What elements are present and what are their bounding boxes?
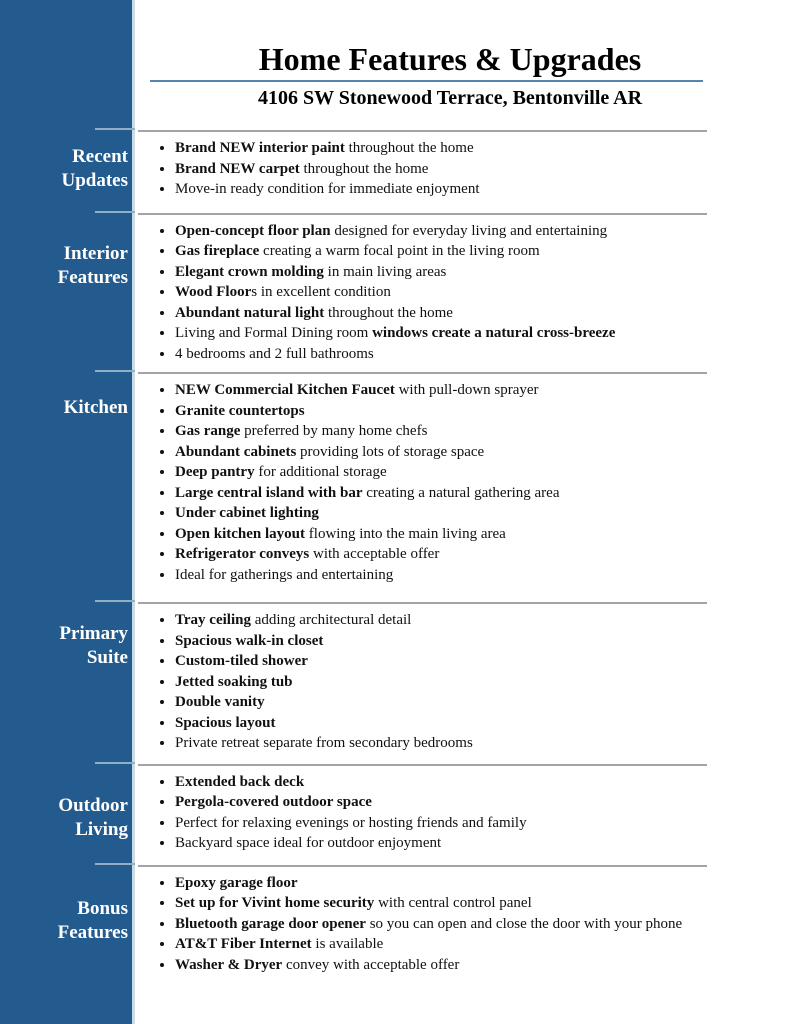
feature-item-bold-text: Spacious layout [175,714,276,731]
section-label-line: Recent [72,146,128,167]
feature-item [175,462,690,483]
section-label [0,370,128,420]
feature-item [175,442,690,463]
feature-item [175,524,690,545]
feature-item [175,893,690,914]
feature-item [175,303,690,324]
feature-item-bold-text: Brand NEW interior paint [175,140,345,156]
section-label-line: Features [57,921,128,943]
feature-item-text: for additional storage [254,464,387,480]
feature-item-bold-text: Open kitchen layout [175,525,306,542]
feature-item-text: providing lots of storage space [296,443,485,460]
feature-item [175,672,690,693]
feature-list [135,600,791,762]
feature-item-bold-text: Abundant cabinets [175,443,297,460]
section-label-line: Suite [86,647,128,668]
feature-item [175,565,690,586]
feature-item [175,934,690,955]
section-label-line: Primary [59,623,128,644]
feature-item-bold-text: Large central island with bar [175,484,363,501]
feature-item [175,282,690,303]
feature-item-text: so you can open and close the door with your phone [365,915,683,932]
feature-item-text: preferred by many home chefs [240,423,428,439]
feature-section [0,128,791,211]
feature-list [135,370,791,600]
feature-item [175,772,690,793]
feature-item [175,955,690,976]
feature-item-bold-text: Wood Floor [175,284,252,300]
feature-item-bold-text: Epoxy garage floor [175,874,298,891]
section-label-line: Features [57,266,128,288]
feature-item-bold-text: Washer & Dryer [175,956,283,973]
feature-item-text: Backyard space ideal for outdoor enjoyment [175,835,442,851]
section-divider [138,865,707,867]
page-subtitle: 4106 SW Stonewood Terrace, Bentonville AR [257,87,643,109]
section-divider [138,372,707,374]
feature-item-bold-text: Custom-tiled shower [175,653,308,669]
section-label-line: Bonus [77,897,128,919]
feature-item-bold-text: Double vanity [175,694,265,710]
feature-item-text: Move-in ready condition for immediate enjoyment [175,181,480,197]
feature-item [175,138,690,159]
feature-item [175,503,690,524]
feature-item [175,380,690,401]
feature-item-bold-text: Jetted soaking tub [175,673,293,690]
feature-section [0,762,791,863]
feature-item [175,914,690,935]
feature-section [0,863,791,988]
section-label [0,211,128,290]
feature-section [0,211,791,371]
feature-item-text: adding architectural detail [250,612,412,628]
title-underline [150,80,703,82]
feature-item [175,610,690,631]
section-label-line: Kitchen [63,397,128,418]
feature-item [175,733,690,754]
feature-item-text: convey with acceptable offer [282,956,460,973]
feature-item [175,631,690,652]
feature-item-text: Living and Formal Dining room [175,325,373,341]
feature-item-bold-text: Brand NEW carpet [175,160,300,177]
feature-item-bold-text: Deep pantry [175,464,255,480]
feature-item-text: in main living areas [323,263,447,280]
feature-item-bold-text: Spacious walk-in closet [175,632,324,649]
feature-item [175,401,690,422]
feature-item [175,792,690,813]
feature-item [175,262,690,283]
feature-item-bold-text: windows create a natural cross-breeze [372,325,616,341]
feature-item-bold-text: Elegant crown molding [175,263,324,280]
page-title: Home Features & Upgrades [258,41,642,77]
section-label [0,600,128,670]
feature-item-text: s in excellent condition [251,284,391,300]
feature-item-text: 4 bedrooms and 2 full bathrooms [175,345,374,362]
feature-list [135,863,791,988]
feature-item-bold-text: Bluetooth garage door opener [175,915,366,932]
feature-item-text: throughout the home [299,160,429,177]
feature-item-bold-text: Set up for Vivint home security [175,895,375,911]
section-divider [138,602,707,604]
sections-container [0,128,791,987]
feature-item [175,813,690,834]
feature-item-text: with central control panel [374,895,532,911]
section-label [0,863,128,945]
feature-item-text: Ideal for gatherings and entertaining [175,566,394,583]
feature-item [175,221,690,242]
section-label-line: Living [75,818,128,840]
feature-item-bold-text: Open-concept floor plan [175,222,331,239]
feature-item-text: with acceptable offer [309,546,440,562]
feature-item-text: creating a warm focal point in the living room [259,243,540,259]
section-label [0,762,128,842]
section-divider [138,764,707,766]
feature-item-text: Private retreat separate from secondary bedrooms [175,735,473,751]
section-label-line: Outdoor [58,794,128,816]
section-label-line: Interior [63,242,128,264]
feature-section [0,600,791,762]
feature-item-bold-text: Extended back deck [175,773,305,790]
feature-item-text: is available [311,936,384,952]
section-divider [138,213,707,215]
feature-item [175,179,690,200]
feature-item-bold-text: Granite countertops [175,402,305,419]
feature-list [135,762,791,863]
feature-item-bold-text: AT&T Fiber Internet [175,936,312,952]
feature-item-bold-text: Refrigerator conveys [175,546,310,562]
feature-item [175,483,690,504]
feature-item [175,159,690,180]
feature-item-text: with pull-down sprayer [394,382,539,398]
feature-item-text: throughout the home [344,140,474,156]
feature-item-bold-text: Abundant natural light [175,304,325,321]
feature-list [135,128,791,211]
feature-section [0,370,791,600]
feature-item [175,323,690,344]
feature-item-bold-text: Pergola-covered outdoor space [175,794,372,810]
feature-item-text: Perfect for relaxing evenings or hosting friends and family [175,814,527,831]
feature-item-bold-text: NEW Commercial Kitchen Faucet [175,382,395,398]
feature-item [175,692,690,713]
feature-item [175,421,690,442]
feature-item-text: flowing into the main living area [305,525,506,542]
feature-item [175,344,690,365]
feature-item [175,544,690,565]
section-label [0,128,128,193]
feature-list [135,211,791,371]
header [135,0,765,128]
feature-item-bold-text: Gas range [175,423,241,439]
feature-item [175,873,690,894]
feature-item-text: creating a natural gathering area [362,484,560,501]
feature-item-bold-text: Tray ceiling [175,612,251,628]
feature-item [175,241,690,262]
section-divider [138,130,707,132]
feature-item-text: designed for everyday living and entertaining [330,222,608,239]
feature-item [175,833,690,854]
feature-item [175,713,690,734]
feature-item [175,651,690,672]
feature-item-bold-text: Gas fireplace [175,243,260,259]
feature-item-text: throughout the home [324,304,453,321]
feature-item-bold-text: Under cabinet lighting [175,505,319,521]
section-label-line: Updates [61,170,128,191]
